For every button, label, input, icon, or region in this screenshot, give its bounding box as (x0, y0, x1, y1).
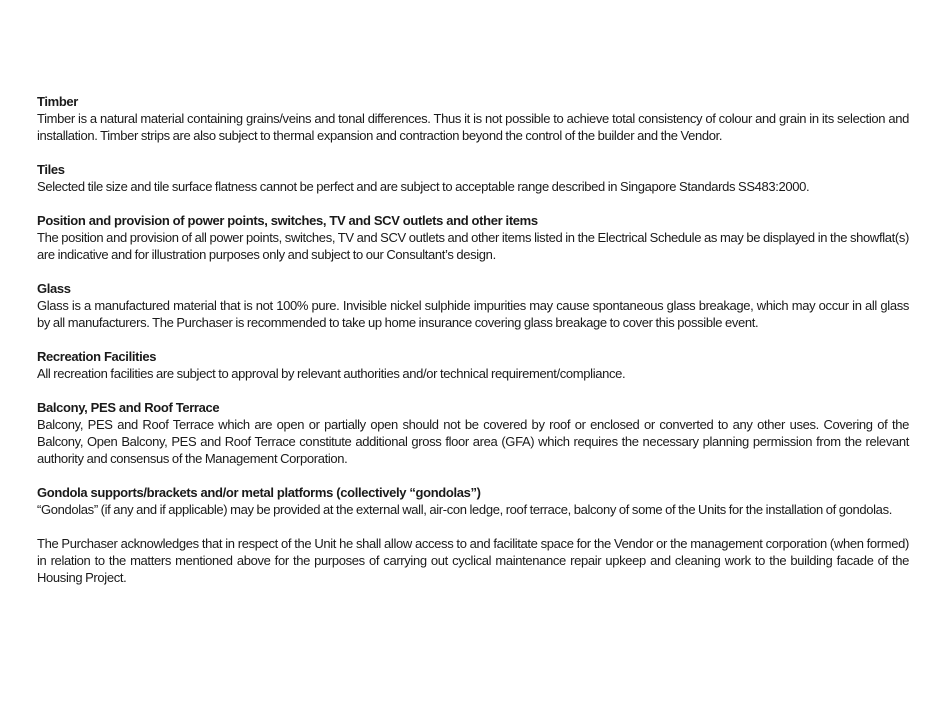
section-heading: Balcony, PES and Roof Terrace (37, 400, 220, 415)
section-timber (37, 93, 909, 144)
section-body: Selected tile size and tile surface flatness cannot be perfect and are subject to acceptable range described in Singapore Standards SS483:2000. (37, 179, 810, 194)
section-heading: Tiles (37, 162, 65, 177)
closing-paragraph: The Purchaser acknowledges that in respect of the Unit he shall allow access to and facilitate space for the Vendor or the management corporation (when formed) in relation to the matters mentioned above for the purposes of carrying out cyclical maintenance repair upkeep and cleaning work to the building facade of the Housing Project. (37, 536, 909, 585)
section-recreation-facilities (37, 348, 909, 382)
section-heading: Gondola supports/brackets and/or metal platforms (collectively “gondolas”) (37, 485, 481, 500)
section-glass (37, 280, 909, 331)
section-heading: Timber (37, 94, 79, 109)
section-heading: Position and provision of power points, switches, TV and SCV outlets and other items (37, 213, 538, 228)
section-balcony-pes-roof-terrace (37, 399, 909, 467)
section-body: Balcony, PES and Roof Terrace which are open or partially open should not be covered by roof or enclosed or converted to any other uses. Covering of the Balcony, Open Balcony, PES and Roof Terrace constitute additional gross floor area (GFA) which requires the necessary planning permission from the relevant authority and consensus of the Management Corporation. (37, 417, 909, 466)
section-tiles (37, 161, 909, 195)
section-gondolas (37, 484, 909, 518)
section-power-points (37, 212, 909, 263)
section-body: The position and provision of all power points, switches, TV and SCV outlets and other items listed in the Electrical Schedule as may be displayed in the showflat(s) are indicative and for illustration purposes only and subject to our Consultant’s design. (37, 230, 909, 262)
section-heading: Recreation Facilities (37, 349, 157, 364)
section-body: All recreation facilities are subject to approval by relevant authorities and/or technical requirement/compliance. (37, 366, 626, 381)
section-body: Glass is a manufactured material that is not 100% pure. Invisible nickel sulphide impurities may cause spontaneous glass breakage, which may occur in all glass by all manufacturers. The Purchaser is recommended to take up home insurance covering glass breakage to cover this possible event. (37, 298, 909, 330)
section-body: Timber is a natural material containing grains/veins and tonal differences. Thus it is not possible to achieve total consistency of colour and grain in its selection and installation. Timber strips are also subject to thermal expansion and contraction beyond the control of the builder and the Vendor. (37, 111, 909, 143)
document-body (37, 93, 909, 586)
section-body: “Gondolas” (if any and if applicable) may be provided at the external wall, air-con ledge, roof terrace, balcony of some of the Units for the installation of gondolas. (37, 502, 892, 517)
section-heading: Glass (37, 281, 71, 296)
